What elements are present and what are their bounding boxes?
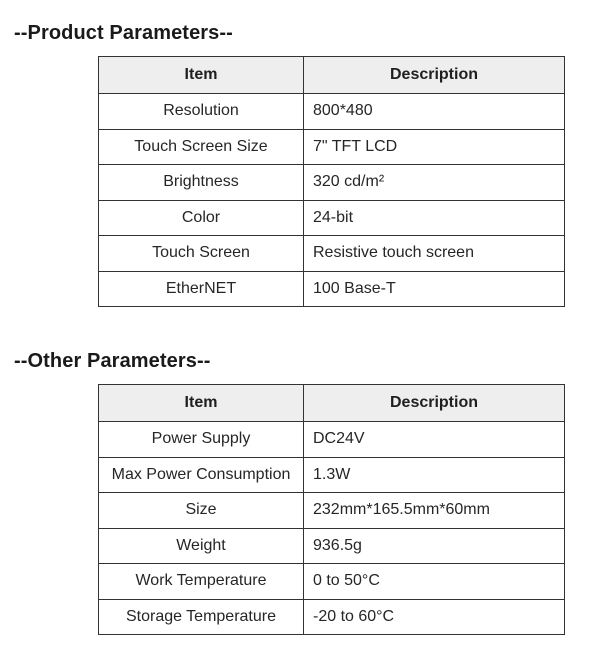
row-item: Touch Screen bbox=[99, 236, 304, 272]
row-item: Weight bbox=[99, 528, 304, 564]
row-description: Resistive touch screen bbox=[304, 236, 565, 272]
header-description: Description bbox=[304, 57, 565, 94]
header-item: Item bbox=[99, 385, 304, 422]
product-parameters-table bbox=[98, 56, 565, 307]
row-description: 24-bit bbox=[304, 200, 565, 236]
table-row bbox=[99, 165, 565, 201]
table-row bbox=[99, 528, 565, 564]
row-description: 232mm*165.5mm*60mm bbox=[304, 493, 565, 529]
row-description: -20 to 60°C bbox=[304, 599, 565, 635]
row-item: Storage Temperature bbox=[99, 599, 304, 635]
row-item: Touch Screen Size bbox=[99, 129, 304, 165]
other-parameters-title: --Other Parameters-- bbox=[14, 350, 211, 372]
row-item: Color bbox=[99, 200, 304, 236]
product-parameters-title: --Product Parameters-- bbox=[14, 22, 233, 44]
row-item: Resolution bbox=[99, 94, 304, 130]
table-row bbox=[99, 457, 565, 493]
table-row bbox=[99, 94, 565, 130]
table-header-row bbox=[99, 385, 565, 422]
row-description: 800*480 bbox=[304, 94, 565, 130]
row-description: 320 cd/m² bbox=[304, 165, 565, 201]
header-item: Item bbox=[99, 57, 304, 94]
table-row bbox=[99, 493, 565, 529]
row-item: Work Temperature bbox=[99, 564, 304, 600]
table-row bbox=[99, 236, 565, 272]
table-row bbox=[99, 271, 565, 307]
row-item: Max Power Consumption bbox=[99, 457, 304, 493]
table-row bbox=[99, 422, 565, 458]
table-row bbox=[99, 564, 565, 600]
row-description: 1.3W bbox=[304, 457, 565, 493]
row-description: 0 to 50°C bbox=[304, 564, 565, 600]
row-description: 936.5g bbox=[304, 528, 565, 564]
row-item: EtherNET bbox=[99, 271, 304, 307]
row-item: Size bbox=[99, 493, 304, 529]
row-item: Power Supply bbox=[99, 422, 304, 458]
table-header-row bbox=[99, 57, 565, 94]
table-row bbox=[99, 200, 565, 236]
row-description: 100 Base-T bbox=[304, 271, 565, 307]
table-row bbox=[99, 129, 565, 165]
row-description: 7" TFT LCD bbox=[304, 129, 565, 165]
header-description: Description bbox=[304, 385, 565, 422]
table-row bbox=[99, 599, 565, 635]
row-item: Brightness bbox=[99, 165, 304, 201]
row-description: DC24V bbox=[304, 422, 565, 458]
other-parameters-table bbox=[98, 384, 565, 635]
